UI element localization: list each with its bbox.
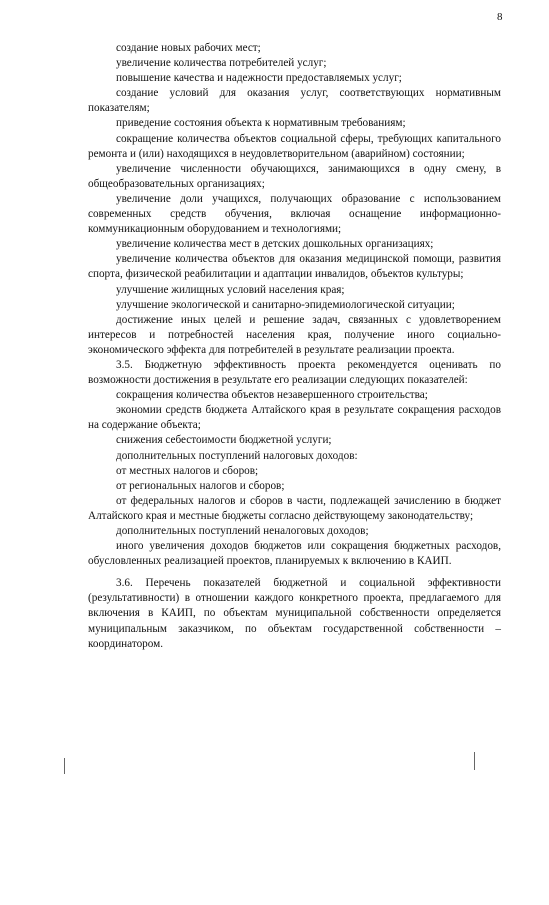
paragraph: дополнительных поступлений налоговых доходов: bbox=[116, 449, 358, 462]
paragraph: улучшение экологической и санитарно-эпидемиологической ситуации; bbox=[116, 298, 455, 311]
paragraph: сокращение количества объектов социальной сферы, требующих капитального ремонта и (или) находящихся в неудовлетворительном (аварийном) состоянии; bbox=[88, 132, 501, 160]
paragraph: от местных налогов и сборов; bbox=[116, 464, 259, 477]
paragraph: приведение состояния объекта к нормативным требованиям; bbox=[116, 117, 406, 130]
document-body bbox=[88, 41, 501, 652]
paragraph-gap bbox=[88, 569, 501, 576]
paragraph: экономии средств бюджета Алтайского края в результате сокращения расходов на содержание объекта; bbox=[88, 404, 501, 432]
paragraph: создание новых рабочих мест; bbox=[116, 42, 261, 54]
paragraph: от региональных налогов и сборов; bbox=[116, 479, 285, 492]
scan-margin-mark-left bbox=[64, 758, 65, 774]
paragraph: сокращения количества объектов незавершенного строительства; bbox=[116, 389, 428, 402]
paragraph: от федеральных налогов и сборов в части, подлежащей зачислению в бюджет Алтайского края и местные бюджеты согласно действующему законодательству; bbox=[88, 494, 501, 522]
section-3-5-paragraph: 3.5. Бюджетную эффективность проекта рекомендуется оценивать по возможности достижения в результате его реализации следующих показателей: bbox=[88, 358, 501, 387]
paragraph: иного увеличения доходов бюджетов или сокращения бюджетных расходов, обусловленных реализацией проектов, планируемых к включению в КАИП. bbox=[88, 540, 501, 568]
paragraph: достижение иных целей и решение задач, связанных с удовлетворением интересов и потребностей населения края, получение иного социально-экономического эффекта для потребителей в результате реализации проекта. bbox=[88, 313, 501, 356]
paragraph: создание условий для оказания услуг, соответствующих нормативным показателям; bbox=[88, 87, 501, 115]
paragraph: повышение качества и надежности предоставляемых услуг; bbox=[116, 72, 402, 85]
scan-margin-mark-right bbox=[474, 752, 475, 770]
section-3-6-paragraph: 3.6. Перечень показателей бюджетной и социальной эффективности (результативности) в отношении каждого конкретного проекта, предлагаемого для включения в КАИП, по объектам муниципальной собственности определяется муниципальным заказчиком, по объектам государственной собственности – координатором. bbox=[88, 577, 501, 650]
paragraph: улучшение жилищных условий населения края; bbox=[116, 283, 345, 296]
paragraph: увеличение количества мест в детских дошкольных организациях; bbox=[116, 238, 434, 251]
paragraph: увеличение количества потребителей услуг; bbox=[116, 57, 327, 70]
paragraph: дополнительных поступлений неналоговых доходов; bbox=[116, 525, 369, 537]
paragraph: увеличение количества объектов для оказания медицинской помощи, развития спорта, физической реабилитации и адаптации инвалидов, объектов культуры; bbox=[88, 253, 501, 281]
paragraph: увеличение численности обучающихся, занимающихся в одну смену, в общеобразовательных организациях; bbox=[88, 162, 501, 190]
page-number: 8 bbox=[497, 11, 503, 23]
paragraph: увеличение доли учащихся, получающих образование с использованием современных средств обучения, включая оснащение информационно-коммуникационным оборудованием и технологиями; bbox=[88, 192, 501, 236]
paragraph: снижения себестоимости бюджетной услуги; bbox=[116, 434, 332, 447]
